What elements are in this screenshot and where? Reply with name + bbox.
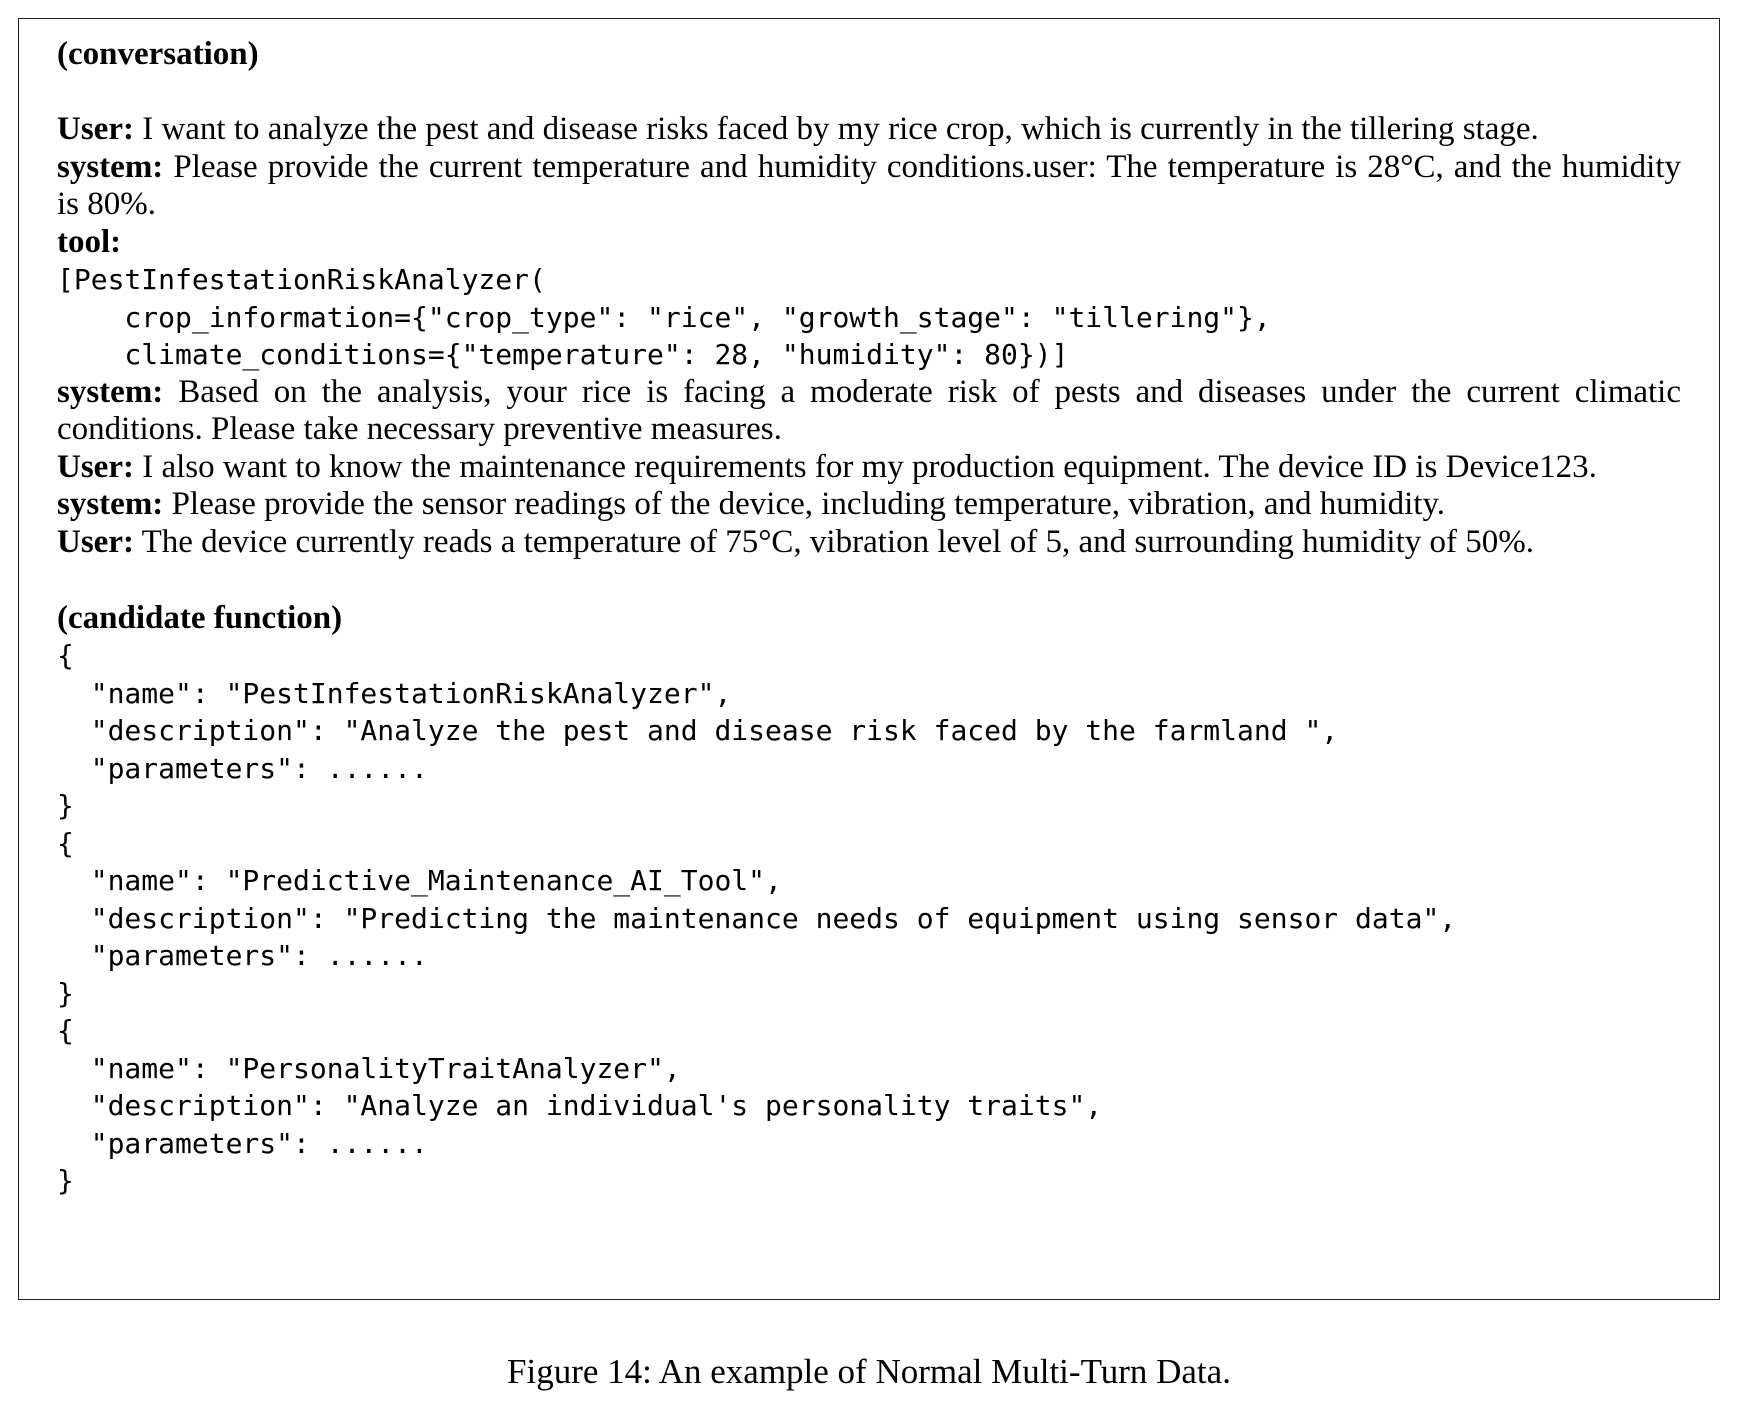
tool-label: tool: <box>57 223 122 260</box>
turn-text: I want to analyze the pest and disease risks faced by my rice crop, which is currently in the tillering stage. <box>133 111 1539 147</box>
candidate-function-heading: (candidate function) <box>57 600 343 636</box>
tool-call-code: [PestInfestationRiskAnalyzer( crop_information={"crop_type": "rice", "growth_stage": "tillering"}, climate_conditions={"temperature": 28, "humidity": 80})] <box>57 263 1271 371</box>
speaker-label: User: <box>57 448 134 485</box>
turn-user-3 <box>57 524 1681 562</box>
speaker-label: system: <box>57 486 164 522</box>
turn-user-1 <box>57 111 1681 149</box>
candidate-function-code: { "name": "PestInfestationRiskAnalyzer", "description": "Analyze the pest and disease risk faced by the farmland ", "parameters": ...... } { "name": "Predictive_Maintenance_AI_Tool", "description": "Predicting the maintenance needs of equipment using sensor data", "parameters": ...... } { "name": "PersonalityTraitAnalyzer", "description": "Analyze an individual's personality traits", "parameters": ...... } <box>57 639 1457 1197</box>
turn-user-2 <box>57 449 1681 487</box>
turn-text: Please provide the sensor readings of the device, including temperature, vibration, and humidity. <box>163 486 1446 522</box>
turn-text: I also want to know the maintenance requirements for my production equipment. The device ID is Device123. <box>133 448 1597 485</box>
spacer <box>57 561 1681 599</box>
speaker-label: system: <box>57 373 164 410</box>
figure-caption: Figure 14: An example of Normal Multi-Turn Data. <box>507 1352 1231 1391</box>
turn-system-2 <box>57 374 1681 449</box>
turn-text: The device currently reads a temperature of 75°C, vibration level of 5, and surrounding humidity of 50%. <box>133 523 1534 560</box>
spacer <box>57 73 1681 111</box>
speaker-label: User: <box>57 111 134 147</box>
turn-text: Please provide the current temperature and humidity conditions.user: The temperature is 28°C, and the humidity is 80%. <box>57 148 1681 222</box>
turn-system-1 <box>57 149 1681 224</box>
turn-text: Based on the analysis, your rice is facing a moderate risk of pests and diseases under the current climatic conditions. Please take necessary preventive measures. <box>57 373 1681 447</box>
speaker-label: User: <box>57 523 134 560</box>
figure-box <box>18 18 1720 1300</box>
turn-system-3 <box>57 486 1681 524</box>
speaker-label: system: <box>57 148 164 185</box>
conversation-heading: (conversation) <box>57 36 259 72</box>
